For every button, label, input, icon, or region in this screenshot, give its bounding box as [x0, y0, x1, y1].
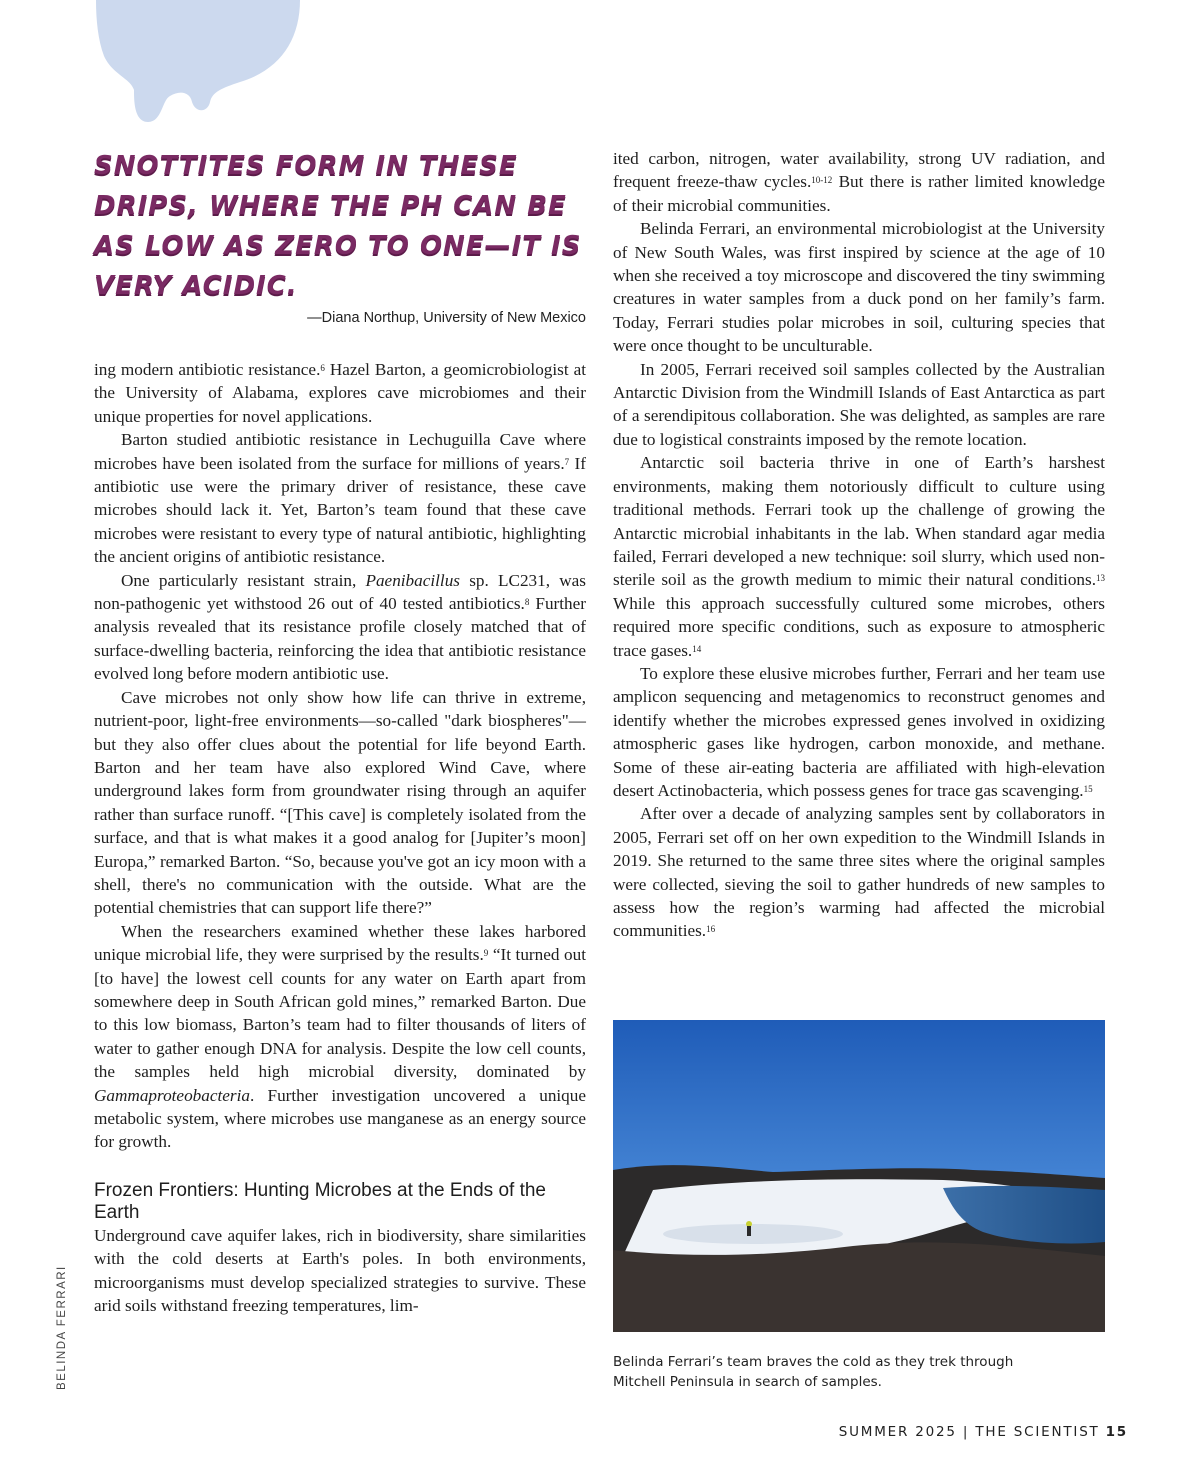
text-run: Barton studied antibiotic resistance in Lechuguilla Cave where microbes have been isolated from the surface for millions of years. — [94, 430, 586, 473]
species-name: Gammaproteobacteria — [94, 1085, 250, 1105]
page-number: 15 — [1105, 1424, 1128, 1440]
text-run: “It turned out [to have] the lowest cell counts for any water on Earth apart from somewhere deep in South African gold mines,” remarked Barton. Due to this low biomass, Barton’s team had to filter thousands of liters of water to gather enough DNA for analysis. Despite the low cell counts, the samples held high microbial diversity, dominated by — [94, 945, 586, 1082]
photo-caption: Belinda Ferrari’s team braves the cold as they trek through Mitchell Peninsula in search of samples. — [613, 1354, 1014, 1390]
section-heading: Frozen Frontiers: Hunting Microbes at the Ends of the Earth — [94, 1179, 546, 1223]
paragraph — [94, 358, 586, 428]
text-run: To explore these elusive microbes further, Ferrari and her team use amplicon sequencing and metagenomics to reconstruct genomes and identify whether the microbes expressed genes involved in oxidizing atmospheric gases like hydrogen, carbon monoxide, and methane. Some of these air-eating bacteria are affiliated with high-elevation desert Actinobacteria, which possess genes for trace gas scavenging. — [613, 663, 1105, 800]
footnote-ref: 15 — [1083, 783, 1093, 794]
left-column — [94, 358, 586, 1317]
footnote-ref: 7 — [564, 456, 570, 467]
text-run: ing modern antibiotic resistance. — [94, 360, 321, 379]
drip-decoration — [0, 0, 420, 130]
text-run: sp. LC231, was non-pathogenic yet withstood 26 out of 40 tested antibiotics. — [94, 570, 586, 614]
footnote-ref: 16 — [706, 924, 716, 935]
paragraph — [613, 147, 1105, 217]
paragraph: In 2005, Ferrari received soil samples collected by the Australian Antarctic Division from the Windmill Islands of East Antarctica as part of a serendipitous collaboration. She was delighted, as samples are rare due to logistical constraints imposed by the remote location. — [613, 359, 1105, 449]
footnote-ref: 10-12 — [811, 175, 833, 186]
issue-label: SUMMER 2025 | THE SCIENTIST — [838, 1424, 1100, 1440]
paragraph: Underground cave aquifer lakes, rich in biodiversity, share similarities with the cold deserts at Earth's poles. In both environments, microorganisms must develop specialized strategies to survive. These arid soils withstand freezing temperatures, lim- — [94, 1225, 586, 1316]
antarctic-landscape-photo — [613, 1020, 1105, 1332]
footnote-ref: 8 — [524, 597, 530, 608]
paragraph — [613, 451, 1105, 662]
footnote-ref: 9 — [483, 948, 489, 959]
species-name: Paenibacillus — [365, 570, 460, 590]
page-footer — [839, 1424, 1128, 1440]
text-run: Hazel Barton, a geomicrobiologist at the University of Alabama, explores cave microbiomes and their unique properties for novel applications. — [94, 360, 587, 426]
pull-quote — [94, 146, 586, 326]
text-run: Further analysis revealed that its resistance profile closely matched that of surface-dwelling bacteria, reinforcing the idea that antibiotic resistance evolved long before modern antibiotic use. — [94, 594, 586, 684]
photo-credit: BELINDA FERRARI — [56, 1265, 68, 1390]
paragraph — [94, 569, 586, 686]
text-run: Antarctic soil bacteria thrive in one of Earth’s harshest environments, making them notoriously difficult to culture using traditional methods. Ferrari took up the challenge of growing the Antarctic microbial inhabitants in the lab. When standard agar media failed, Ferrari developed a new technique: soil slurry, which used non-sterile soil as the growth medium to mimic their natural conditions. — [613, 453, 1105, 590]
footnote-ref: 13 — [1096, 573, 1105, 584]
pull-quote-text: SNOTTITES FORM IN THESE DRIPS, WHERE THE PH CAN BE AS LOW AS ZERO TO ONE—IT IS VERY ACIDIC. — [94, 151, 582, 301]
footnote-ref: 14 — [692, 643, 702, 654]
text-run: One particularly resistant strain, — [121, 570, 366, 590]
paragraph — [94, 428, 586, 568]
text-run: . Further investigation uncovered a unique metabolic system, where microbes use manganese as an energy source for growth. — [94, 1085, 586, 1152]
text-run: While this approach successfully cultured some microbes, others required more specific conditions, such as exposure to atmospheric trace gases. — [613, 593, 1105, 660]
paragraph — [613, 802, 1105, 942]
paragraph — [94, 920, 586, 1154]
text-run: If antibiotic use were the primary driver of resistance, these cave microbes should lack it. Yet, Barton’s team found that these cave microbes were resistant to every type of natural antibiotic, highlighting the ancient origins of antibiotic resistance. — [94, 453, 587, 567]
footnote-ref: 6 — [320, 363, 325, 373]
paragraph: Cave microbes not only show how life can thrive in extreme, nutrient-poor, light-free environments—so-called "dark biospheres"—but they also offer clues about the potential for life beyond Earth. Barton and her team have also explored Wind Cave, where underground lakes form from groundwater rising through an aquifer rather than surface runoff. “[This cave] is completely isolated from the surface, and that is what makes it a good analog for [Jupiter’s moon] Europa,” remarked Barton. “So, because you've got an icy moon with a shell, there's no communication with the outside. What are the potential chemistries that can support life there?” — [94, 687, 586, 918]
paragraph: Belinda Ferrari, an environmental microbiologist at the University of New South Wales, was first inspired by science at the age of 10 when she received a toy microscope and discovered the tiny swimming creatures in water samples from a duck pond on her family’s farm. Today, Ferrari studies polar microbes in soil, culturing species that were once thought to be unculturable. — [613, 219, 1105, 356]
text-run: ited carbon, nitrogen, water availability, strong UV radiation, and frequent freeze-thaw cycles. — [613, 149, 1105, 192]
text-run: But there is rather limited knowledge of their microbial communities. — [613, 172, 1105, 215]
text-run: When the researchers examined whether these lakes harbored unique microbial life, they were surprised by the results. — [94, 921, 586, 965]
text-run: After over a decade of analyzing samples sent by collaborators in 2005, Ferrari set off on her own expedition to the Windmill Islands in 2019. She returned to the same three sites where the original samples were collected, sieving the soil to gather hundreds of new samples to assess how the region’s warming had affected the microbial communities. — [613, 804, 1105, 941]
right-column — [613, 147, 1105, 943]
paragraph — [613, 662, 1105, 802]
pull-quote-attribution: —Diana Northup, University of New Mexico — [307, 310, 586, 326]
